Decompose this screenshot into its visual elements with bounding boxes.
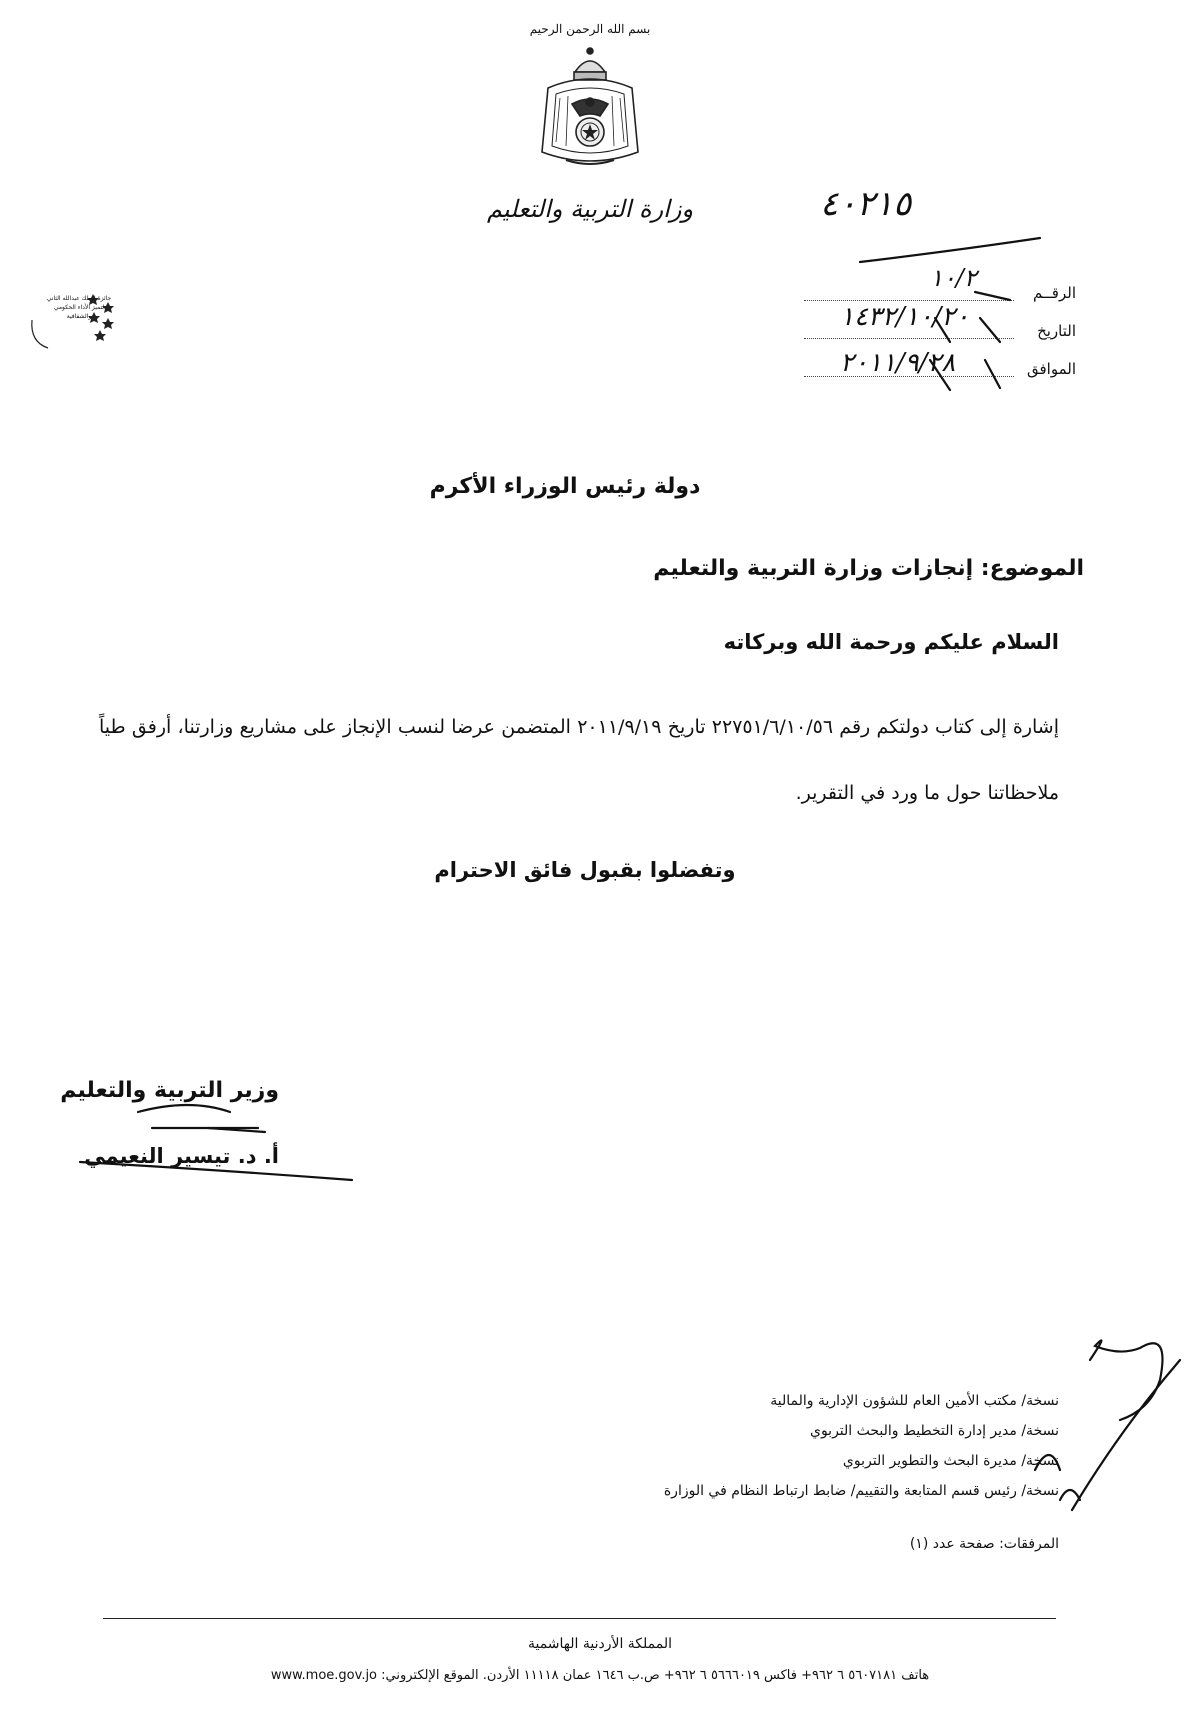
copies-list [499, 1386, 1059, 1506]
corresponding-value: ٢٠١١/٩/٢٨ [840, 348, 956, 378]
bismillah-text: بسم الله الرحمن الرحيم [529, 22, 651, 36]
number-dotted-line [804, 300, 1014, 301]
copy-recipient: نسخة/ رئيس قسم المتابعة والتقييم/ ضابط ارتباط النظام في الوزارة [663, 1483, 1059, 1499]
date-value: ١٤٣٢/١٠/٢٠ [840, 302, 970, 332]
closing-phrase: وتفضلوا بقبول فائق الاحترام [434, 858, 736, 882]
ref-underline-stroke [860, 238, 1040, 262]
subject-line: الموضوع: إنجازات وزارة التربية والتعليم [653, 556, 1084, 581]
number-label: الرقــم [1033, 284, 1076, 302]
copy-recipient: نسخة/ مدير إدارة التخطيط والبحث التربوي [809, 1423, 1059, 1439]
minister-title: وزير التربية والتعليم [60, 1078, 279, 1103]
copy-recipient: نسخة/ مكتب الأمين العام للشؤون الإدارية والمالية [770, 1393, 1059, 1409]
footer-contact: هاتف ٥٦٠٧١٨١ ٦ ٩٦٢+ فاكس ٥٦٦٦٠١٩ ٦ ٩٦٢+ ص.ب ١٦٤٦ عمان ١١١١٨ الأردن. الموقع الإلكتروني: www.moe.gov.jo [270, 1668, 930, 1683]
signature-stroke [138, 1105, 230, 1112]
initials-mark [1090, 1340, 1163, 1420]
jordan-coat-of-arms-icon [520, 42, 660, 174]
jordan-government-stamp-icon [28, 290, 140, 360]
greeting: السلام عليكم ورحمة الله وبركاته [723, 630, 1059, 654]
letter-body: إشارة إلى كتاب دولتكم رقم ٢٢٧٥١/٦/١٠/٥٦ تاريخ ٢٠١١/٩/١٩ المتضمن عرضا لنسب الإنجاز على مشاريع وزارتنا، أرفق طياً ملاحظاتنا حول ما ورد في التقرير. [99, 716, 1059, 804]
minister-name: أ. د. تيسير النعيمي [84, 1144, 279, 1168]
copy-recipient: نسخة/ مديرة البحث والتطوير التربوي [842, 1453, 1059, 1469]
footer-divider [103, 1618, 1056, 1619]
footer-kingdom: المملكة الأردنية الهاشمية [527, 1636, 673, 1652]
attachments-note: المرفقات: صفحة عدد (١) [909, 1536, 1059, 1552]
side-stamp-text: جائزة الملك عبدالله الثاني لتميز الأداء الحكومي والشفافية [46, 295, 112, 320]
date-dotted-line [804, 338, 1014, 339]
handwritten-reference: ٤٠٢١٥ [820, 184, 912, 224]
addressee: دولة رئيس الوزراء الأكرم [429, 474, 701, 499]
number-value: ١٠/٢ [930, 264, 977, 292]
corresponding-label: الموافق [1026, 360, 1076, 378]
ministry-name: وزارة التربية والتعليم [486, 195, 694, 223]
date-label: التاريخ [1037, 322, 1076, 340]
